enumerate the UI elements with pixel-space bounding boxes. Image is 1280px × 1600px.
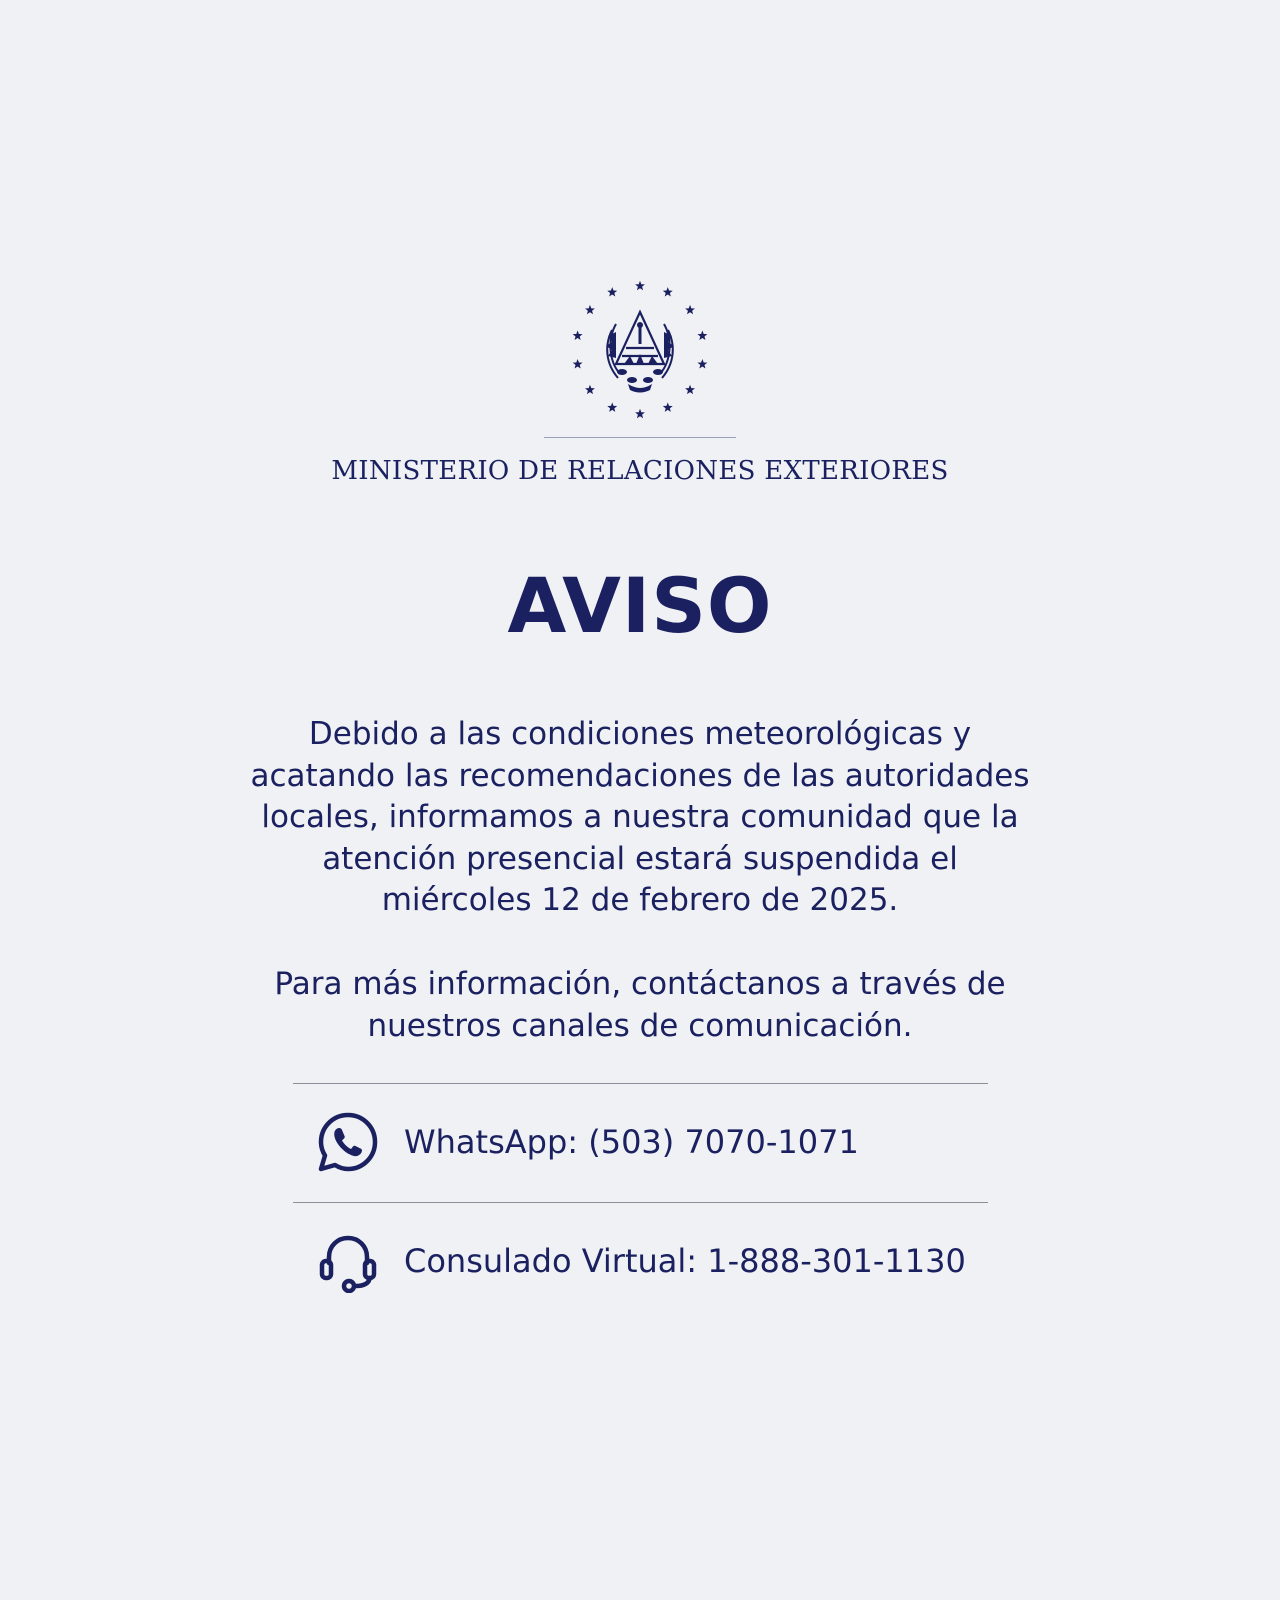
paragraph-2-line: Para más información, contáctanos a través de — [274, 966, 1006, 1002]
emblem-star-icon — [607, 287, 617, 296]
paragraph-1-line: atención presencial estará suspendida el — [322, 840, 958, 877]
paragraph-2-line: nuestros canales de comunicación. — [367, 1007, 913, 1044]
coat-of-arms-icon — [566, 276, 714, 424]
ministry-name: MINISTERIO DE RELACIONES EXTERIORES — [331, 456, 949, 486]
emblem-divider — [544, 437, 736, 438]
contact-divider-top — [293, 1083, 988, 1084]
paragraph-1-line: locales, informamos a nuestra comunidad que la — [261, 799, 1019, 835]
contact-divider-middle — [293, 1202, 988, 1203]
emblem-star-icon — [573, 359, 583, 368]
emblem-star-icon — [635, 281, 645, 290]
paragraph-1-line: Debido a las condiciones meteorológicas y — [308, 716, 972, 752]
headset-icon — [316, 1229, 380, 1293]
emblem-star-icon — [635, 409, 645, 418]
whatsapp-label[interactable]: WhatsApp: (503) 7070-1071 — [404, 1123, 859, 1161]
notice-paragraph-1 — [200, 714, 1080, 922]
emblem-star-icon — [697, 359, 707, 368]
emblem-star-icon — [697, 331, 707, 340]
paragraph-1-line: miércoles 12 de febrero de 2025. — [381, 882, 899, 918]
emblem-star-icon — [663, 287, 673, 296]
notice-paragraph-2 — [200, 964, 1080, 1047]
virtual-consulate-label[interactable]: Consulado Virtual: 1-888-301-1130 — [404, 1242, 966, 1280]
emblem-star-icon — [685, 305, 695, 314]
emblem-star-icon — [585, 385, 595, 394]
whatsapp-contact[interactable] — [316, 1110, 859, 1174]
virtual-consulate-contact[interactable] — [316, 1229, 966, 1293]
emblem-star-icon — [685, 385, 695, 394]
whatsapp-icon — [316, 1110, 380, 1174]
notice-title: AVISO — [507, 561, 773, 650]
emblem-star-icon — [573, 331, 583, 340]
emblem-star-icon — [607, 402, 617, 411]
paragraph-1-line: acatando las recomendaciones de las autoridades — [250, 757, 1030, 794]
emblem-star-icon — [585, 305, 595, 314]
emblem-star-icon — [663, 402, 673, 411]
